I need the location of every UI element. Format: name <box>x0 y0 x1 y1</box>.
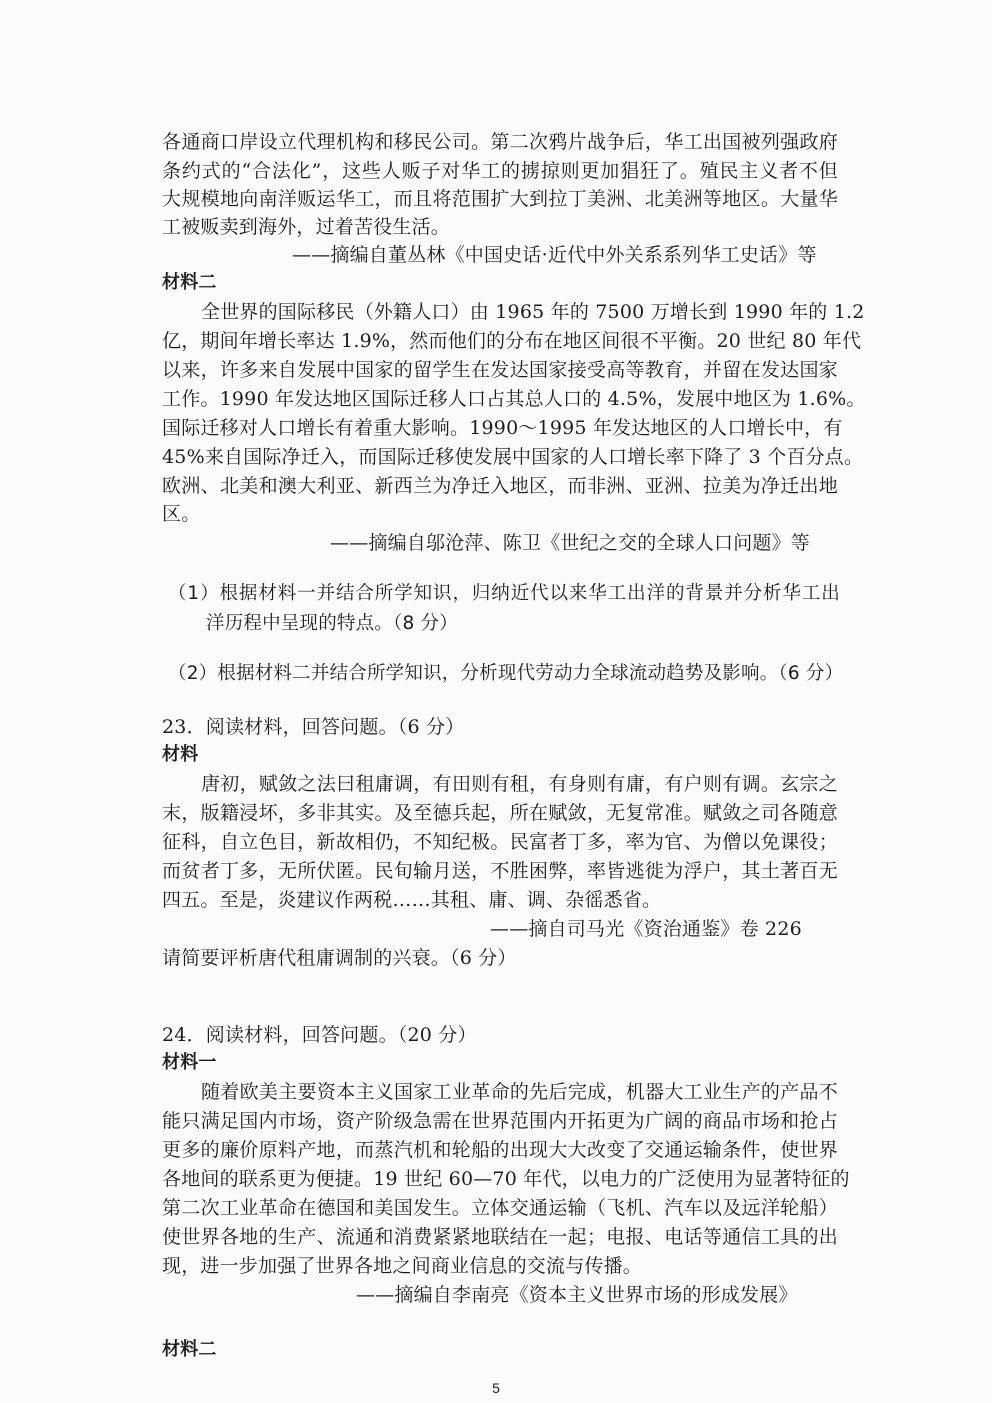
question-2: （2）根据材料二并结合所学知识，分析现代劳动力全球流动趋势及影响。（6 分） <box>168 663 844 684</box>
paragraph-line: 使世界各地的生产、流通和消费紧紧地联结在一起；电报、电话等通信工具的出 <box>162 1226 838 1248</box>
paragraph-line: 唐初，赋敛之法曰租庸调，有田则有租，有身则有庸，有户则有调。玄宗之 <box>201 773 838 795</box>
paragraph-line: 各地间的联系更为便捷。19 世纪 60—70 年代，以电力的广泛使用为显著特征的 <box>162 1168 850 1190</box>
paragraph-line: 各通商口岸设立代理机构和移民公司。第二次鸦片战争后，华工出国被列强政府 <box>162 131 838 153</box>
question-1-continued: 洋历程中呈现的特点。（8 分） <box>206 613 458 634</box>
paragraph-line: 45%来自国际净迁入，而国际迁移使发展中国家的人口增长率下降了 3 个百分点。 <box>162 446 864 468</box>
material-heading: 材料 <box>162 744 199 765</box>
paragraph-line: 亿，期间年增长率达 1.9%，然而他们的分布在地区间很不平衡。20 世纪 80 年代 <box>162 330 862 352</box>
paragraph-line: 工作。1990 年发达地区国际迁移人口占其总人口的 4.5%，发展中地区为 1.6%。 <box>162 388 866 410</box>
material-heading: 材料一 <box>162 1052 217 1073</box>
paragraph-line: 现，进一步加强了世界各地之间商业信息的交流与传播。 <box>162 1255 643 1277</box>
paragraph-line: 而贫者丁多，无所伏匿。民旬输月送，不胜困弊，率皆逃徙为浮户，其土著百无 <box>162 860 838 882</box>
source-citation: ——摘编自李南亮《资本主义世界市场的形成发展》 <box>356 1284 798 1306</box>
source-citation: ——摘编自董丛林《中国史话·近代中外关系系列华工史话》等 <box>292 244 817 266</box>
paragraph-line: 征科，自立色目，新故相仍，不知纪极。民富者丁多，率为官、为僧以免课役； <box>162 831 838 853</box>
source-citation: ——摘编自邬沧萍、陈卫《世纪之交的全球人口问题》等 <box>330 532 811 554</box>
question-24-title: 24．阅读材料，回答问题。（20 分） <box>162 1024 477 1046</box>
paragraph-line: 能只满足国内市场，资产阶级急需在世界范围内开拓更为广阔的商品市场和抢占 <box>162 1110 838 1132</box>
question-1: （1）根据材料一并结合所学知识，归纳近代以来华工出洋的背景并分析华工出 <box>168 583 840 604</box>
paragraph-line: 工被贩卖到海外，过着苦役生活。 <box>162 216 451 238</box>
page-number: 5 <box>492 1380 500 1396</box>
paragraph-line: 大规模地向南洋贩运华工，而且将范围扩大到拉丁美洲、北美洲等地区。大量华 <box>162 188 838 210</box>
paragraph-line: 区。 <box>162 503 201 525</box>
paragraph-line: 欧洲、北美和澳大利亚、新西兰为净迁入地区，而非洲、亚洲、拉美为净迁出地 <box>162 475 838 497</box>
material-heading: 材料二 <box>162 1339 217 1360</box>
question-23-title: 23．阅读材料，回答问题。（6 分） <box>162 716 465 738</box>
paragraph-line: 国际迁移对人口增长有着重大影响。1990～1995 年发达地区的人口增长中，有 <box>162 417 843 439</box>
paragraph-line: 末，版籍浸坏，多非其实。及至德兵起，所在赋敛，无复常准。赋敛之司各随意 <box>162 802 838 824</box>
paragraph-line: 全世界的国际移民（外籍人口）由 1965 年的 7500 万增长到 1990 年的 1.2 <box>201 301 865 323</box>
paragraph-line: 以来，许多来自发展中国家的留学生在发达国家接受高等教育，并留在发达国家 <box>162 359 838 381</box>
question-23-prompt: 请简要评析唐代租庸调制的兴衰。（6 分） <box>162 947 517 969</box>
paragraph-line: 条约式的“合法化”，这些人贩子对华工的掳掠则更加猖狂了。殖民主义者不但 <box>162 160 838 182</box>
paragraph-line: 第二次工业革命在德国和美国发生。立体交通运输（飞机、汽车以及远洋轮船） <box>162 1197 838 1219</box>
paragraph-line: 四五。至是，炎建议作两税……其租、庸、调、杂徭悉省。 <box>162 889 662 911</box>
paragraph-line: 更多的廉价原料产地，而蒸汽机和轮船的出现大大改变了交通运输条件，使世界 <box>162 1139 838 1161</box>
source-citation: ——摘自司马光《资治通鉴》卷 226 <box>490 918 802 940</box>
material-heading: 材料二 <box>162 272 217 293</box>
paragraph-line: 随着欧美主要资本主义国家工业革命的先后完成，机器大工业生产的产品不 <box>201 1081 838 1103</box>
